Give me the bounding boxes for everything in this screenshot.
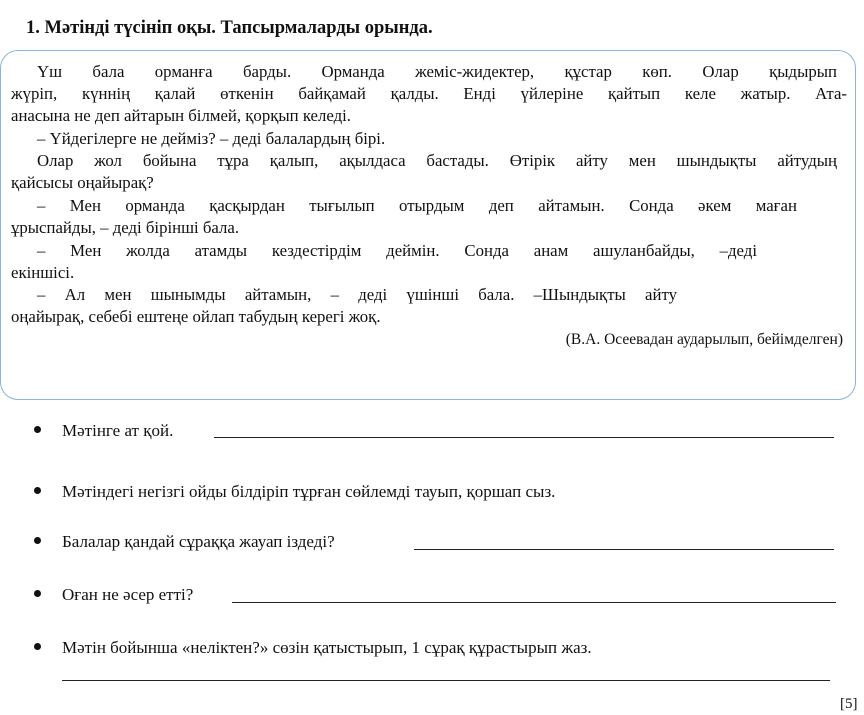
source-citation: (В.А. Осеевадан аударылып, бейімделген)	[565, 331, 843, 348]
text-line-2: жүріп, күннің қалай өткенін байқамай қалды. Енді үйлеріне қайтып келе жатыр. Ата-	[11, 84, 847, 103]
task-text-5: Мәтін бойынша «неліктен?» сөзін қатыстырып, 1 сұрақ құрастырып жаз.	[62, 638, 592, 657]
task-item-3	[34, 532, 842, 556]
text-line-9: – Мен жолда атамды кездестірдім деймін. Сонда анам ашуланбайды, –деді	[37, 241, 757, 260]
answer-line-1[interactable]	[214, 437, 834, 438]
task-item-1	[34, 421, 842, 445]
text-line-10: екіншісі.	[11, 263, 75, 282]
bullet-icon	[34, 590, 41, 597]
task-title: 1. Мәтінді түсініп оқы. Тапсырмаларды орында.	[26, 18, 433, 38]
bullet-icon	[34, 487, 41, 494]
bullet-icon	[34, 643, 41, 650]
text-line-11: – Ал мен шынымды айтамын, – деді үшінші бала. –Шындықты айту	[37, 285, 677, 304]
task-text-3: Балалар қандай сұраққа жауап іздеді?	[62, 532, 335, 551]
task-text-1: Мәтінге ат қой.	[62, 421, 174, 440]
answer-line-5[interactable]	[62, 680, 830, 681]
answer-line-3[interactable]	[414, 549, 834, 550]
text-line-8: ұрыспайды, – деді бірінші бала.	[11, 218, 240, 237]
score-mark: [5]	[840, 696, 858, 712]
bullet-icon	[34, 426, 41, 433]
text-line-12: оңайырақ, себебі ештеңе ойлап табудың керегі жоқ.	[11, 307, 381, 326]
text-line-3: анасына не деп айтарын білмей, қорқып келеді.	[11, 106, 352, 125]
bullet-icon	[34, 537, 41, 544]
task-text-2: Мәтіндегі негізгі ойды білдіріп тұрған сөйлемді тауып, қоршап сыз.	[62, 482, 556, 501]
text-line-5: Олар жол бойына тұра қалып, ақылдаса бастады. Өтірік айту мен шындықты айтудың	[37, 151, 837, 170]
answer-line-4[interactable]	[232, 602, 836, 603]
text-line-1: Үш бала орманға барды. Орманда жеміс-жидектер, құстар көп. Олар қыдырып	[37, 62, 837, 81]
text-line-7: – Мен орманда қасқырдан тығылып отырдым деп айтамын. Сонда әкем маған	[37, 196, 797, 215]
task-item-4	[34, 585, 842, 609]
task-item-2	[34, 482, 842, 506]
text-line-4: – Үйдегілерге не дейміз? – деді балалардың бірі.	[37, 129, 386, 148]
task-item-5	[34, 638, 842, 662]
task-text-4: Оған не әсер етті?	[62, 585, 194, 604]
text-line-6: қайсысы оңайырақ?	[11, 173, 154, 192]
reading-text-box	[0, 50, 856, 400]
